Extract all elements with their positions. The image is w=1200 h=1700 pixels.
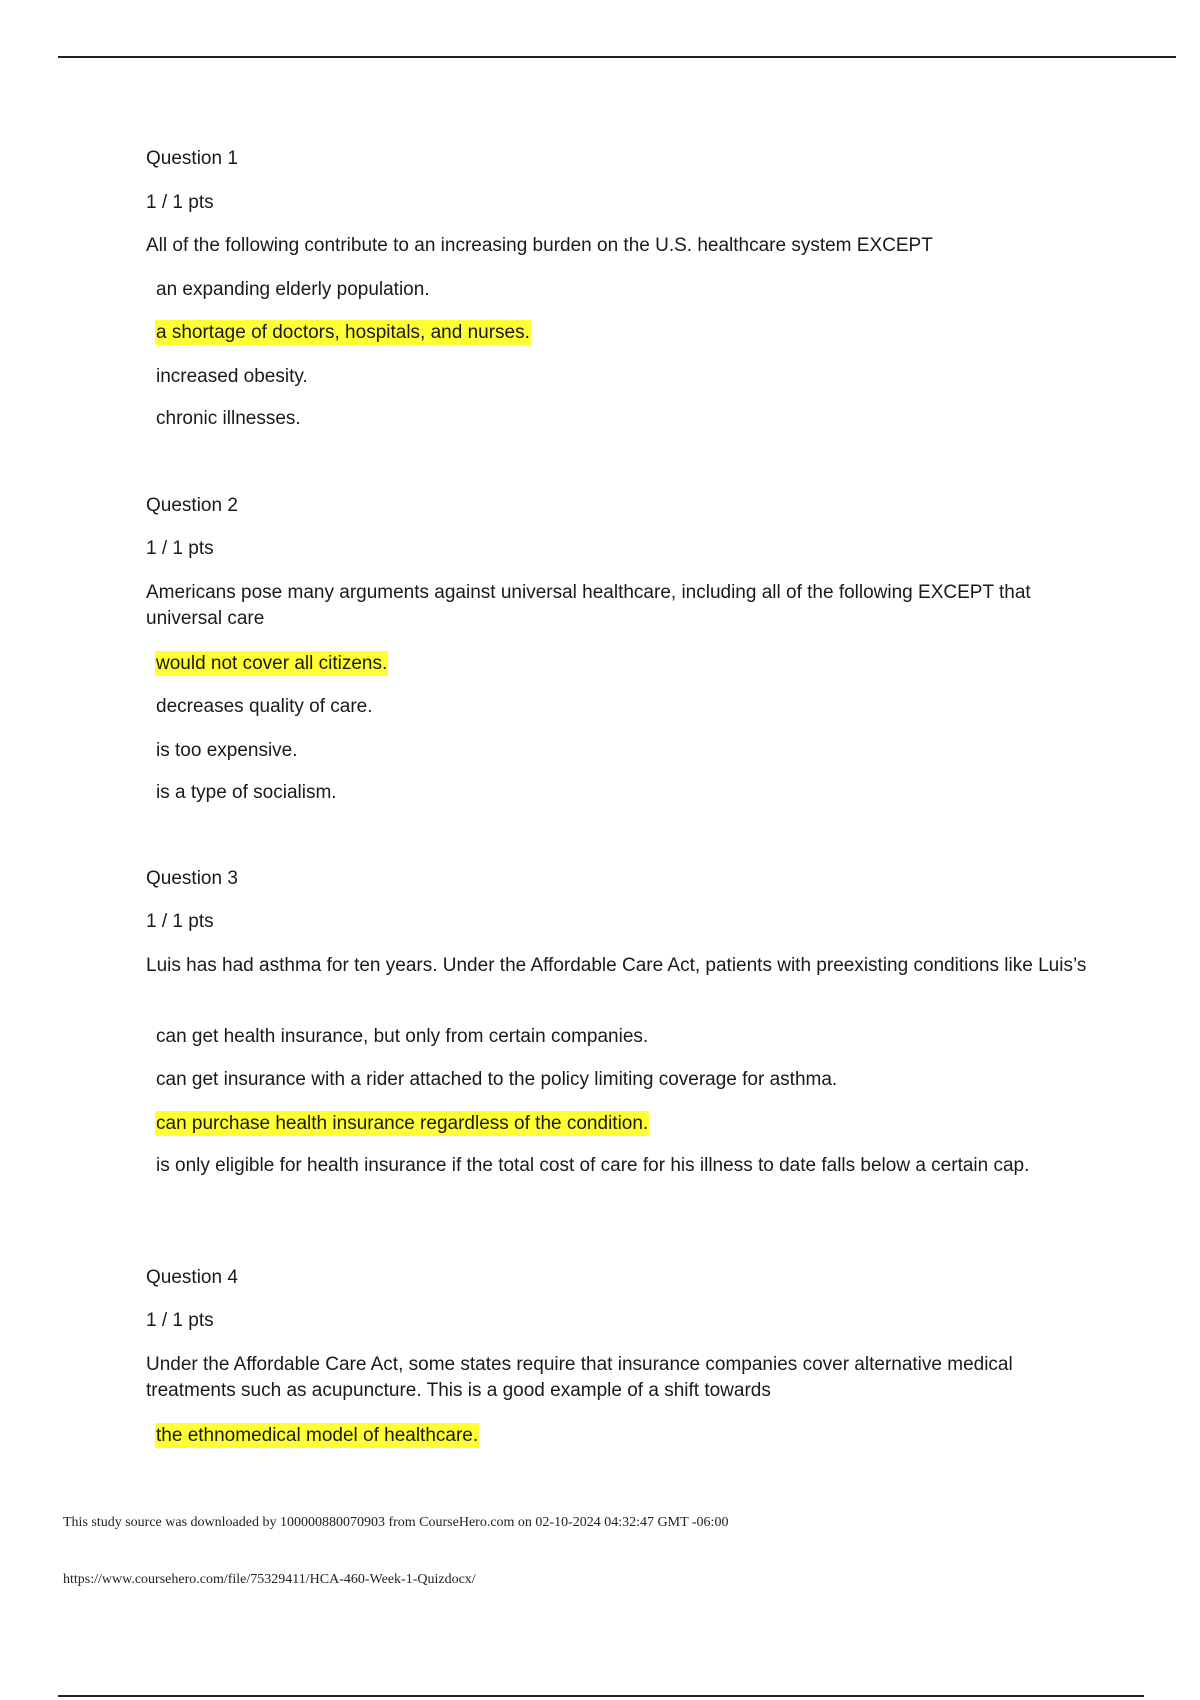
answer-option-correct bbox=[155, 650, 1055, 678]
question-prompt: Under the Affordable Care Act, some states require that insurance companies cover alternative medical treatments such as acupuncture. This is a good example of a shift towards bbox=[146, 1354, 1013, 1401]
question-score: 1 / 1 pts bbox=[146, 538, 214, 559]
answer-text: is too expensive. bbox=[156, 740, 298, 761]
question-title: Question 3 bbox=[146, 868, 238, 889]
answer-option-correct bbox=[155, 1422, 1055, 1450]
question-title: Question 2 bbox=[146, 495, 238, 516]
answer-text: would not cover all citizens. bbox=[156, 653, 388, 674]
answer-text: can purchase health insurance regardless of the condition. bbox=[156, 1113, 649, 1134]
answer-option bbox=[155, 363, 1055, 391]
answer-text: increased obesity. bbox=[156, 366, 308, 387]
answer-option-correct bbox=[155, 1110, 1055, 1138]
question-title: Question 1 bbox=[146, 148, 238, 169]
answer-text: is only eligible for health insurance if the total cost of care for his illness to date falls below a certain cap. bbox=[156, 1155, 1030, 1176]
answer-text: an expanding elderly population. bbox=[156, 279, 430, 300]
answer-option bbox=[155, 737, 1055, 765]
answer-option bbox=[155, 1152, 1055, 1180]
answer-option bbox=[155, 405, 1055, 433]
answer-option-correct bbox=[155, 319, 1055, 347]
answer-text: can get insurance with a rider attached to the policy limiting coverage for asthma. bbox=[156, 1069, 838, 1090]
question-prompt: Americans pose many arguments against universal healthcare, including all of the following EXCEPT that universal care bbox=[146, 582, 1031, 629]
top-rule bbox=[58, 56, 1176, 58]
answer-option bbox=[155, 276, 1055, 304]
question-score: 1 / 1 pts bbox=[146, 911, 214, 932]
answer-option bbox=[155, 1066, 1055, 1094]
answer-text: a shortage of doctors, hospitals, and nurses. bbox=[156, 322, 530, 343]
answer-option bbox=[155, 693, 1055, 721]
answer-text: decreases quality of care. bbox=[156, 696, 373, 717]
question-score: 1 / 1 pts bbox=[146, 1310, 214, 1331]
answer-text: chronic illnesses. bbox=[156, 408, 301, 429]
question-title: Question 4 bbox=[146, 1267, 238, 1288]
question-score: 1 / 1 pts bbox=[146, 192, 214, 213]
answer-text: is a type of socialism. bbox=[156, 782, 337, 803]
bottom-rule bbox=[58, 1695, 1144, 1697]
source-url[interactable]: https://www.coursehero.com/file/75329411/HCA-460-Week-1-Quizdocx/ bbox=[63, 1572, 476, 1587]
question-prompt: Luis has had asthma for ten years. Under the Affordable Care Act, patients with preexisting conditions like Luis’s bbox=[146, 955, 1087, 976]
answer-option bbox=[155, 779, 1055, 807]
question-prompt: All of the following contribute to an increasing burden on the U.S. healthcare system EXCEPT bbox=[146, 235, 933, 256]
download-notice: This study source was downloaded by 100000880070903 from CourseHero.com on 02-10-2024 04:32:47 GMT -06:00 bbox=[63, 1515, 729, 1530]
answer-text: can get health insurance, but only from certain companies. bbox=[156, 1026, 649, 1047]
answer-text: the ethnomedical model of healthcare. bbox=[156, 1425, 479, 1446]
answer-option bbox=[155, 1023, 1055, 1051]
